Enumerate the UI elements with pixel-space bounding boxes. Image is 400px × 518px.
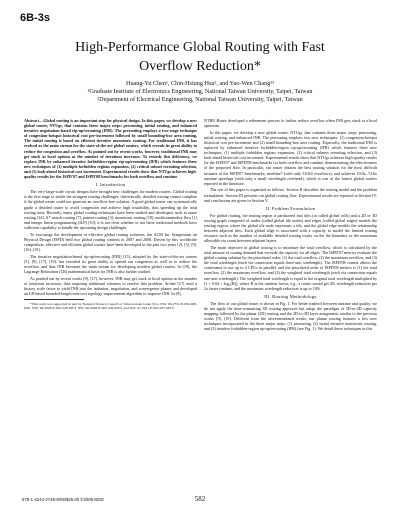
paragraph: As pointed out by recent works [9], [17], however, INR may get stuck at local optima as the number of iterations increases, thus requiring additional schemes to resolve this problem. Archer [17] used a history scale factor to yield INR into the initiation, negotiation, and convergence phases and developed an LR-based bounded-length min-cost topology improvement algorithm to improve INR. In [9], [24, 275, 197, 296]
title-line-2: Overflow Reduction* [139, 59, 261, 74]
footnote-divider [24, 299, 84, 300]
paragraph: The flow of our global router is shown in Fig. 1. For better tradeoff between runtime and quality, we do not apply the time-consuming 3D routing approach but adopt the paradigm of 3D-to-2D capacity mapping followed by the planar (2D) routing and the 2D-to-3D layer assignment, similar to the previous works [9], [19]. Different from the aforementioned works, our planar routing features a few new techniques incorporated in the three major steps: (1) prerouting, (2) initial iterative monotonic routing, and (3) iterative forbidden-region rip-up/rerouting (IFR) (see Fig. 1). We detail these techniques in this [204, 300, 377, 332]
section-heading-problem-formulation: II. Problem Formulation [265, 205, 316, 211]
paper-title [0, 38, 400, 76]
footnote: *This work was supported in part by National Science Council of Taiwan under Grant No's. NSC 96-2752-E-002-008-PAE, NSC 96-2628-E-002-248-MY3, NSC 96-2628-E-002-249-MY3, and NSC 97-2221-E-002-237-MY3. [24, 301, 197, 311]
paragraph: The rest of this paper is organized as follows. Section II describes the routing model and the problem formulation. Section III presents our global routing flow. Experimental results are reported in Section IV, and conclusions are given in Section V. [204, 187, 377, 203]
paragraph: For global routing, the routing region is partitioned into tiles (or called global cells) and a 2D or 3D routing graph composed of nodes (called global tile nodes) and edges (called global edges) models the routing region, where the global tile node represents a tile, and the global edge models the relationship between adjacent tiles. Each global edge is associated with a capacity to model the limited routing resource such as the number of available detailed routing tracks on the the boundary or the maximum allowable via count between adjacent layers. [204, 212, 377, 244]
paragraph: The iterative negotiation-based rip-up/rerouting (INR) [15], adopted by the state-of-the-art routers [5], [9], [17], [19], has revealed its great ability to spread out congestion as well as to reduce the overflow, and thus INR becomes the main stream for developing modern global routers. In [19], the Lagrange Relaxation (LR) mathematical basis for INR is also further studied. [24, 253, 197, 274]
section-heading-introduction: I. Introduction [95, 182, 126, 188]
section-heading-routing-methodology: III. Routing Methodology [264, 293, 317, 299]
session-label: 6B-3s [20, 12, 50, 24]
affiliation-2: ²Department of Electrical Engineering, National Taiwan University, Taipei, Taiwan [97, 96, 303, 103]
affiliation-1: ¹Graduate Institute of Electronics Engineering, National Taiwan University, Taipei, Taiwan [87, 88, 313, 95]
page-number: 582 [194, 495, 206, 503]
author-names: Huang-Yu Chen¹, Chin-Hsiung Hsu², and Yao-Wen Chang¹² [125, 80, 275, 87]
left-column [24, 118, 197, 312]
abstract: Abstract—Global routing is an important step for physical design. In this paper, we develop a new global router, NTUgr, that contains three major steps: prerouting, initial routing, and enhanced iterative negotiation-based rip-up/rerouting (INR). The prerouting employs a two-stage technique of congestion-hotspot historical cost pre-increment followed by small bounding-box area routing. The initial routing is based on efficient iterative monotonic routing. For traditional INR, it has evolved as the main stream for the state-of-the-art global routers, which reveals its great ability to reduce the congestion and overflow. As pointed out by recent works, however, traditional INR may get stuck at local optima as the number of iterations increases. To remedy this deficiency, we replace INR by enhanced iterative forbidden-region rip-up/rerouting (IFR) which features three new techniques of (1) multiple forbidden regions expansion, (2) critical subnet rerouting selection, and (3) look-ahead historical cost increment. Experimental results show that NTUgr achieves high-quality results for the ISPD'07 and ISPD'08 benchmarks for both overflow and runtime. [24, 118, 197, 180]
paragraph: NTHU-Route developed a refinement process to further reduce overflow when INR gets stuck at a local optimum. [204, 118, 377, 129]
right-column [204, 118, 377, 333]
author-block [0, 80, 400, 104]
paragraph: The main objective of global routing is to minimize the total overflow, which is calculated by the total amount of routing demand that exceeds the capacity for all edges. The ISPD'07 metrics evaluate the global routing solution by the prioritized order: (1) the total overflow, (2) the maximum overflow, and (3) the total wirelength (each via connection equals three-unit wirelength). The ISPD'08 contest allows the contestants to use up to 4 CPUs in parallel, and the prioritized order of ISPD'08 metrics is (1) the total overflow, (2) the maximum overflow, and (3) the weighted total wirelength (each via connection equals one-unit wirelength). The weighted total wirelength is equal to the original total wirelength multiplied by (1 + 0.04 × log₂(R)), where R is the runtime factor; e.g., a router would get 4% wirelength reduction per 2x faster runtime, and the maximum wirelength reduction is up to 10%. [204, 244, 377, 291]
paragraph: The very-large-scale circuit designs have brought new challenges for modern routers. Global routing is the first stage to tackle the stringent routing challenges; theoretically, detailed routing cannot complete if the global router could not generate an overflow-free solution. A good global router can systematically guide a detailed router to avoid congestion and achieve high routability, thus speeding up the total routing time. Recently, many global routing techniques have been studied and developed, such as maze routing [14], A*-search routing [7], pattern routing [3], monotonic routing [18], multicommodity flow [1] and integer linear programming (ILP) [10]; it is not clear whether or not these traditional methods have sufficient capability to handle the upcoming design challenges. [24, 189, 197, 230]
title-line-1: High-Performance Global Routing with Fast [75, 40, 325, 55]
isbn-copyright: 978-1-4244-2749-9/09/$25.00 ©2009 IEEE [22, 497, 105, 502]
paragraph: In this paper, we develop a new global router, NTUgr, that contains three major steps: prerouting, initial routing, and enhanced INR. The prerouting employs two new techniques: (1) congestion-hotspot historical cost pre-increment and (2) small bounding-box area routing. Especially, the traditional INR is replaced by enhanced iterative forbidden-region rip-up/rerouting (IFR) which features three new techniques: (1) multiple forbidden regions expansion, (2) critical subnets rerouting selection, and (3) look-ahead historical cost increment. Experimental results show that NTUgr achieves high-quality results for the ISPD'07 and ISPD'08 benchmarks for both overflow and runtime, demonstrating the effectiveness of the proposed flow. In particular, our router obtains the best routing solution for the most difficult instance of the ISPD'07 benchmarks, newblue7 (with only 31024 overflows), and achieves 10.0x–74.6x runtime speedups (with only a small wirelength overhead), which is one of the fastest global routers reported in the literature. [204, 129, 377, 186]
paragraph: To encourage the development of effective global routing solutions, the ACM Int. Symposium on Physical Design (ISPD) held two global routing contests in 2007 and 2008. Driven by this worldwide competition, effective and efficient global routers have been developed in the past two years [2], [5], [9], [16]–[19]. [24, 231, 197, 252]
